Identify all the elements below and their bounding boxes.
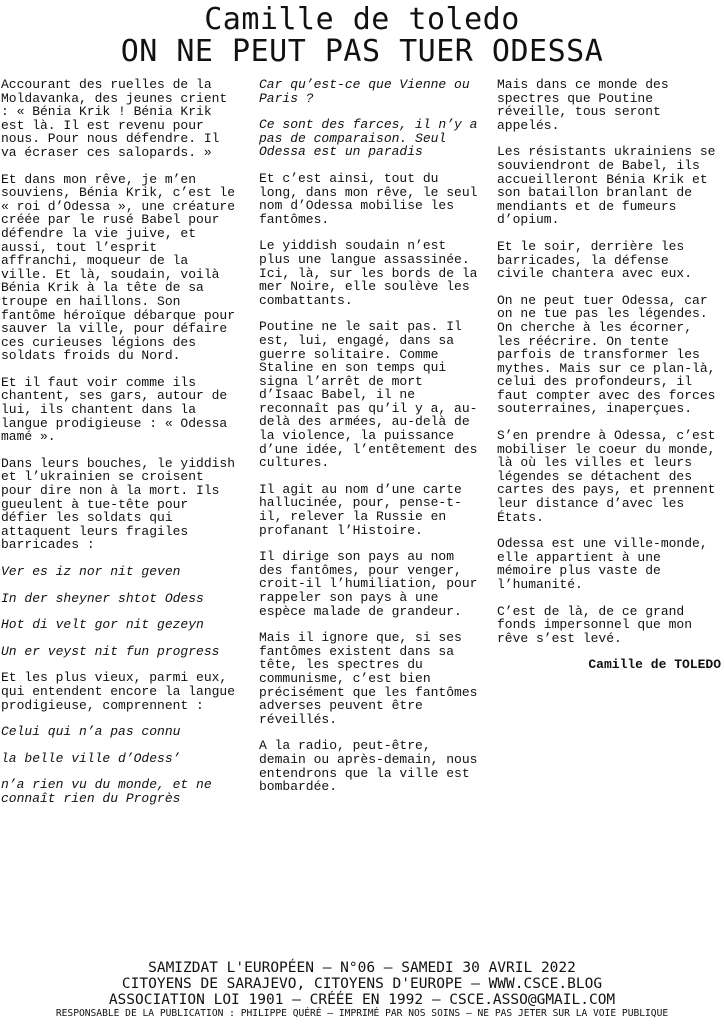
paragraph: Et il faut voir comme ils chantent, ses gars, autour de lui, ils chantent dans la langue prodigieuse : « Odessa mamé ». — [1, 374, 228, 445]
paragraph: S’en prendre à Odessa, c’est mobiliser le coeur du monde, là où les villes et leurs légendes se détachent des cartes des pays, et prennent leur distance d’avec les États. — [497, 428, 716, 525]
paragraph: n’a rien vu du monde, et ne connaît rien du Progrès — [1, 777, 212, 806]
paragraph: Un er veyst nit fun progress — [1, 643, 220, 659]
paragraph: C’est de là, de ce grand fonds impersonnel que mon rêve s’est levé. — [497, 603, 693, 646]
paragraph: Accourant des ruelles de la Moldavanka, des jeunes crient : « Bénia Krik ! Bénia Krik est là. Il est revenu pour nous. Pour nous défendre. Il va écraser ces salopards. » — [1, 77, 228, 160]
paragraph: Poutine ne le sait pas. Il est, lui, engagé, dans sa guerre solitaire. Comme Staline en son temps qui signa l’arrêt de mort d’Isaac Babel, il ne reconnaît pas qu’il y a, au-delà des armées, au-delà de la violence, la puissance d’une idée, l’entêtement des cultures. — [259, 319, 478, 471]
paragraph: Hot di velt gor nit gezeyn — [1, 617, 204, 633]
paragraph: A la radio, peut-être, demain ou après-demain, nous entendrons que la ville est bombardée. — [259, 738, 478, 795]
paragraph: Car qu’est-ce que Vienne ou Paris ? — [259, 77, 470, 106]
column-3 — [497, 78, 721, 685]
paragraph: Mais dans ce monde des spectres que Poutine réveille, tous seront appelés. — [497, 77, 669, 133]
footer-association-line: ASSOCIATION LOI 1901 – CRÉÉE EN 1992 – CSCE.ASSO@GMAIL.COM — [108, 992, 616, 1008]
paragraph: Les résistants ukrainiens se souviendront de Babel, ils accueilleront Bénia Krik et son bataillon branlant de mendiants et de fumeurs d’opium. — [497, 144, 716, 228]
footer-legal-line: RESPONSABLE DE LA PUBLICATION : PHILIPPE QUÉRÉ – IMPRIMÉ PAR NOS SOINS – NE PAS JETER SUR LA VOIE PUBLIQUE — [55, 1008, 669, 1019]
paragraph: la belle ville d’Odess’ — [1, 750, 181, 766]
paragraph: Et dans mon rêve, je m’en souviens, Bénia Krik, c’est le « roi d’Odessa », une créature créée par le rusé Babel pour défendre la vie juive, et aussi, tout l’esprit affranchi, moqueur de la ville. Et là, soudain, voilà Bénia Krik à la tête de sa troupe en haillons. Son fantôme héroïque débarque pour sauver la ville, pour défaire ces curieuses légions des soldats froids du Nord. — [1, 171, 236, 364]
paragraph: Il dirige son pays au nom des fantômes, pour venger, croit-il l’humiliation, pour rappeler son pays à une espèce malade de grandeur. — [259, 549, 478, 619]
paragraph: Et c’est ainsi, tout du long, dans mon rêve, le seul nom d’Odessa mobilise les fantômes. — [259, 170, 478, 227]
article-title: ON NE PEUT PAS TUER ODESSA — [120, 34, 604, 69]
paragraph: Odessa est une ville-monde, elle appartient à une mémoire plus vaste de l’humanité. — [497, 536, 708, 592]
column-2 — [259, 78, 481, 807]
paragraph: In der sheyner shtot Odess — [1, 590, 204, 606]
column-3-paragraphs — [497, 78, 721, 645]
paragraph: Celui qui n’a pas connu — [1, 724, 181, 740]
paragraph: Ver es iz nor nit geven — [1, 564, 181, 579]
paragraph: Il agit au nom d’une carte hallucinée, pour, pense-t-il, relever la Russie en profanant l’Histoire. — [259, 481, 462, 538]
signature: Camille de TOLEDO — [588, 657, 721, 673]
paragraph: Ce sont des farces, il n’y a pas de comparaison. Seul Odessa est un paradis — [259, 117, 478, 160]
paragraph: Et le soir, derrière les barricades, la défense civile chantera avec eux. — [497, 238, 693, 282]
footer-website-line: CITOYENS DE SARAJEVO, CITOYENS D'EUROPE – WWW.CSCE.BLOG — [121, 976, 603, 992]
paragraph: Le yiddish soudain n’est plus une langue assassinée. Ici, là, sur les bords de la mer Noire, elle soulève les combattants. — [259, 238, 478, 308]
column-1 — [1, 78, 241, 819]
page-footer — [0, 960, 724, 1020]
paragraph: Dans leurs bouches, le yiddish et l’ukrainien se croisent pour dire non à la mort. Ils gueulent à tue-tête pour défier les soldats qui attaquent leurs fragiles barricades : — [1, 455, 236, 553]
paragraph: Et les plus vieux, parmi eux, qui entendent encore la langue prodigieuse, comprennent : — [1, 670, 236, 713]
author-name: Camille de toledo — [204, 2, 520, 37]
paragraph: On ne peut tuer Odessa, car on ne tue pas les légendes. On cherche à les écorner, les réécrire. On tente parfois de transformer les mythes. Mais sur ce plan-là, celui des profondeurs, il faut compter avec des forces souterraines, inaperçues. — [497, 292, 716, 417]
footer-publication-line: SAMIZDAT L'EUROPÉEN – N°06 – SAMEDI 30 AVRIL 2022 — [148, 960, 576, 976]
page-header — [0, 0, 724, 68]
paragraph: Mais il ignore que, si ses fantômes existent dans sa tête, les spectres du communisme, c’est bien précisément que les fantômes adverses peuvent être réveillés. — [259, 630, 478, 727]
